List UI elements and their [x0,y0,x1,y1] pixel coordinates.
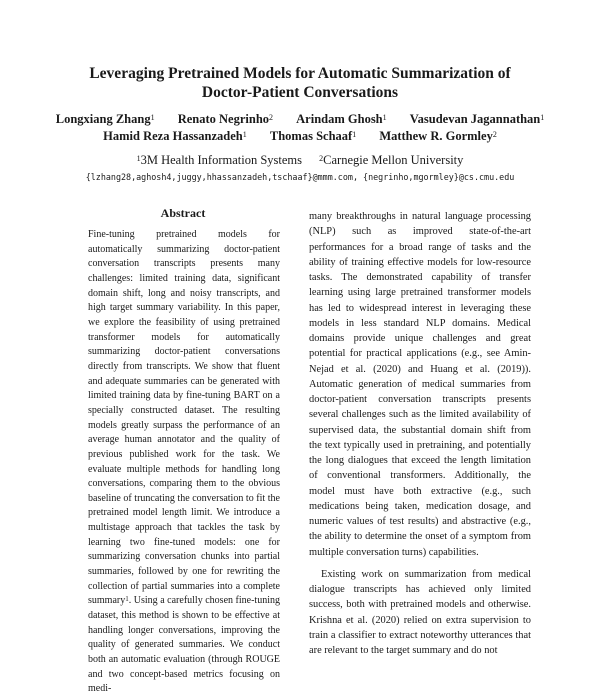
author-name: Arindam Ghosh [296,112,383,126]
author [178,112,273,126]
title-line-2: Doctor-Patient Conversations [201,84,399,101]
author-row-2 [30,128,570,145]
author-affiliation-mark: 2 [492,130,497,139]
author-affiliation-mark: 1 [242,130,247,139]
abstract-text-part: . Using a carefully chosen fine-tuning dataset, this method is shown to be effective at handling longer conversations, improving the quality of generated summaries. We conduct both an automatic evaluation (through ROUGE and two concept-based metrics focusing on medi- [88,595,280,695]
affiliations [30,153,570,168]
affiliation-number: 2 [319,154,324,163]
affiliation-number: 1 [136,154,141,163]
intro-paragraph: many breakthroughs in natural language processing (NLP) such as improved state-of-the-art performances for a broad range of tasks and the ability of training effective models for low-resource tasks. The demonstrated capability of transfer learning using large pretrained transformer models has led to widespread interest in leveraging these models in less standard NLP domains. Medical domains provide unique challenges and great potential for practical applications (e.g., see Amin-Nejad et al. (2020) and Huang et al. (2019)). Automatic generation of medical summaries from doctor-patient conversation transcripts presents several challenges such as the limited availability of supervised data, the substantial domain shift from the text typically used in pretraining, and potentially the long dialogues that exceed the length limitation of conventional transformers. Additionally, the model must have both extractive (e.g., such medications being taken, medication dosage, and numeric values of test results) and abstractive (e.g., the ability to determine the onset of a symptom from multiple conversation turns) capabilities. [309,211,531,558]
author [270,129,356,143]
author-name: Longxiang Zhang [55,112,151,126]
author-name: Vasudevan Jagannathan [409,112,541,126]
author [410,112,545,126]
author [56,112,155,126]
author-name: Hamid Reza Hassanzadeh [103,129,243,143]
author-name: Renato Negrinho [177,112,270,126]
author-name: Thomas Schaaf [269,129,353,143]
intro-paragraph: Existing work on summarization from medical dialogue transcripts has achieved only limited success, both with pretrained models and otherwise. Krishna et al. (2020) relied on extra supervision to train a classifier to extract noteworthy utterances that are relevant to the target summary and do not [309,568,531,656]
abstract-text-part: Fine-tuning pretrained models for automatically summarizing doctor-patient conversation transcripts presents many challenges: limited training data, significant domain shift, long and noisy transcripts, and high target summary variability. In this paper, we explore the feasibility of using pretrained transformer models for automatically summarizing doctor-patient conversations directly from transcripts. We show that fluent and adequate summaries can be generated with limited training data by fine-tuning BART on a specially constructed dataset. The resulting models greatly surpass the performance of an average human annotator and the quality of previous published work for the task. We evaluate multiple methods for handling long conversations, comparing them to the obvious baseline of truncating the conversation to fit the pretrained model length limit. We introduce a multistage approach that tackles the task by learning two fine-tuned models: one for summarizing conversation chunks into partial summaries, followed by one for rewriting the collection of partial summaries into a complete summary [88,229,280,607]
paper-title [40,64,560,102]
affiliation-name: Carnegie Mellon University [323,153,464,167]
author-row-1 [30,111,570,128]
author-affiliation-mark: 2 [269,113,274,122]
author-affiliation-mark: 1 [540,113,545,122]
author-list [30,111,570,145]
author-affiliation-mark: 1 [150,113,155,122]
author-emails: {lzhang28,aghosh4,juggy,hhassanzadeh,tschaaf}@mmm.com, {negrinho,mgormley}@cs.cmu.edu [85,172,515,182]
footnote-mark[interactable]: 1 [125,595,129,604]
intro-column [309,209,531,658]
author-affiliation-mark: 1 [382,113,387,122]
abstract-heading: Abstract [160,206,206,220]
author-affiliation-mark: 1 [352,130,357,139]
title-line-1: Leveraging Pretrained Models for Automatic Summarization of [89,65,511,82]
abstract-text [88,228,280,697]
author [103,129,247,143]
affiliation [137,153,302,167]
affiliation-name: 3M Health Information Systems [140,153,303,167]
author-name: Matthew R. Gormley [379,129,493,143]
affiliation [319,153,463,167]
author [296,112,386,126]
author [379,129,497,143]
